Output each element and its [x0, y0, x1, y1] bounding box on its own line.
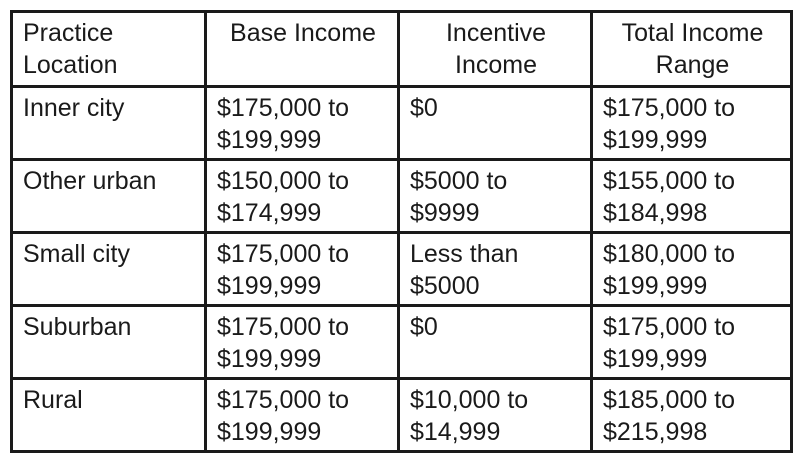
cell-text-line: $14,999 [410, 418, 501, 446]
cell-text-line: $199,999 [603, 345, 708, 373]
header-text-line: Practice [23, 19, 114, 47]
cell-text-line: $175,000 to [217, 94, 350, 122]
cell-incentive-income [399, 87, 592, 160]
table-row [12, 379, 792, 452]
cell-incentive-income [399, 379, 592, 452]
cell-text-line: $0 [410, 313, 438, 341]
cell-text-line: Rural [23, 386, 83, 414]
cell-text-line: $199,999 [603, 126, 708, 154]
cell-total-income-range [592, 233, 792, 306]
cell-practice-location [12, 160, 206, 233]
cell-text-line: $175,000 to [217, 386, 350, 414]
cell-text-line: $215,998 [603, 418, 708, 446]
cell-text-line: $175,000 to [603, 94, 736, 122]
cell-text-line: $0 [410, 94, 438, 122]
header-text-line: Location [23, 51, 118, 79]
cell-practice-location [12, 379, 206, 452]
cell-text-line: $10,000 to [410, 386, 529, 414]
cell-text-line: $9999 [410, 199, 480, 227]
cell-total-income-range [592, 160, 792, 233]
cell-text-line: Suburban [23, 313, 132, 341]
table-row [12, 233, 792, 306]
cell-text-line: $180,000 to [603, 240, 736, 268]
cell-text-line: $175,000 to [603, 313, 736, 341]
header-total-income-range [592, 12, 792, 87]
cell-text-line: Small city [23, 240, 130, 268]
header-text-line: Range [655, 51, 730, 79]
header-practice-location [12, 12, 206, 87]
cell-base-income [206, 160, 399, 233]
cell-total-income-range [592, 306, 792, 379]
cell-text-line: $174,999 [217, 199, 322, 227]
cell-text-line: $150,000 to [217, 167, 350, 195]
income-table [10, 10, 793, 453]
cell-text-line: $5000 [410, 272, 480, 300]
cell-text-line: $5000 to [410, 167, 508, 195]
table-row [12, 306, 792, 379]
table-row [12, 87, 792, 160]
cell-text-line: $155,000 to [603, 167, 736, 195]
header-text-line: Base Income [230, 19, 376, 47]
cell-text-line: $185,000 to [603, 386, 736, 414]
header-row [12, 12, 792, 87]
cell-text-line: $175,000 to [217, 313, 350, 341]
cell-text-line: $184,998 [603, 199, 708, 227]
cell-incentive-income [399, 306, 592, 379]
cell-practice-location [12, 87, 206, 160]
cell-text-line: $199,999 [217, 126, 322, 154]
cell-base-income [206, 379, 399, 452]
cell-text-line: Inner city [23, 94, 125, 122]
cell-text-line: $199,999 [217, 418, 322, 446]
cell-base-income [206, 87, 399, 160]
cell-total-income-range [592, 379, 792, 452]
cell-text-line: Other urban [23, 167, 157, 195]
cell-text-line: $199,999 [217, 272, 322, 300]
cell-text-line: $175,000 to [217, 240, 350, 268]
header-text-line: Total Income [621, 19, 764, 47]
cell-incentive-income [399, 160, 592, 233]
table-header [12, 12, 792, 87]
header-base-income [206, 12, 399, 87]
cell-text-line: $199,999 [603, 272, 708, 300]
cell-total-income-range [592, 87, 792, 160]
cell-base-income [206, 233, 399, 306]
header-text-line: Incentive [445, 19, 547, 47]
table-row [12, 160, 792, 233]
cell-practice-location [12, 233, 206, 306]
header-text-line: Income [455, 51, 537, 79]
cell-base-income [206, 306, 399, 379]
cell-practice-location [12, 306, 206, 379]
cell-incentive-income [399, 233, 592, 306]
header-incentive-income [399, 12, 592, 87]
income-table-container [10, 10, 793, 453]
cell-text-line: Less than [410, 240, 519, 268]
table-body [12, 87, 792, 452]
cell-text-line: $199,999 [217, 345, 322, 373]
